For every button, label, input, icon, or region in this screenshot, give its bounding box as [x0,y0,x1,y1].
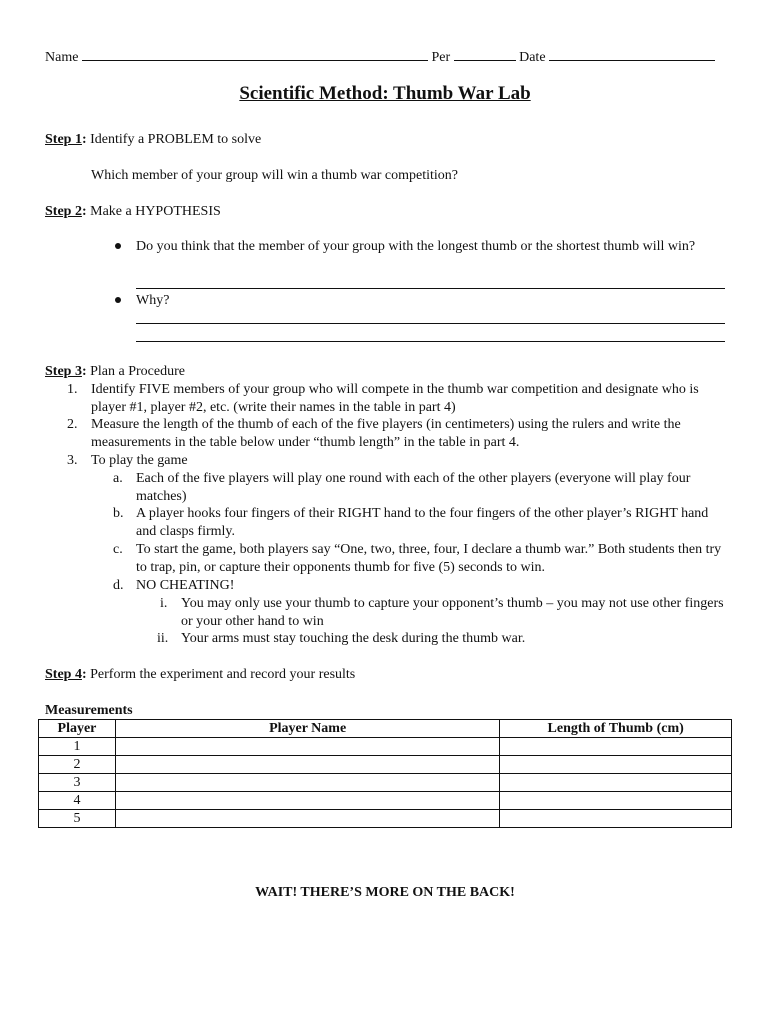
why-answer-line-1[interactable] [136,323,725,324]
procedure-item: Identify FIVE members of your group who will compete in the thumb war competition and designate who is player #1, player #2, etc. (write their names in the table in part 4) [91,382,699,415]
step2-text: Make a HYPOTHESIS [90,204,221,219]
player-number-cell: 1 [39,738,116,756]
header-row [45,47,715,67]
back-notice: WAIT! THERE’S MORE ON THE BACK! [255,885,515,900]
hypothesis-answer-line[interactable] [136,288,725,289]
cheating-rule: Your arms must stay touching the desk during the thumb war. [181,631,526,646]
cheating-rule: You may only use your thumb to capture your opponent’s thumb – you may not use other fingers or your other hand to win [181,596,724,629]
measurements-table [38,719,732,828]
step1-question: Which member of your group will win a thumb war competition? [91,168,459,183]
hypothesis-question: Do you think that the member of your group with the longest thumb or the shortest thumb will win? [136,239,696,254]
thumb-length-cell[interactable] [500,738,732,756]
list-number: 3. [67,453,78,468]
table-row [39,738,732,756]
step4-heading [45,666,355,684]
step3-label: Step 3: [45,364,87,379]
col-header-thumb-length: Length of Thumb (cm) [500,720,732,738]
period-blank[interactable] [454,47,516,61]
table-row [39,774,732,792]
bullet-icon [115,243,121,249]
list-roman: i. [160,596,168,611]
page-title: Scientific Method: Thumb War Lab [239,83,531,104]
game-rule: NO CHEATING! [136,578,235,593]
step1-heading [45,131,261,149]
procedure-item: To play the game [91,453,188,468]
table-caption: Measurements [45,703,133,718]
step4-text: Perform the experiment and record your results [90,667,356,682]
table-row [39,792,732,810]
player-number-cell: 5 [39,810,116,828]
table-header-row [39,720,732,738]
step3-text: Plan a Procedure [90,364,185,379]
date-label: Date [519,50,546,65]
thumb-length-cell[interactable] [500,792,732,810]
list-letter: c. [113,542,123,557]
col-header-player: Player [39,720,116,738]
step3-heading [45,363,185,381]
game-rule: Each of the five players will play one round with each of the other players (everyone will play four matches) [136,471,691,504]
step4-label: Step 4: [45,667,87,682]
name-label: Name [45,50,79,65]
step2-heading [45,203,221,221]
bullet-icon [115,297,121,303]
step2-label: Step 2: [45,204,87,219]
player-name-cell[interactable] [115,774,499,792]
player-number-cell: 3 [39,774,116,792]
list-roman: ii. [157,631,169,646]
why-question: Why? [136,293,170,308]
name-blank[interactable] [82,47,428,61]
player-name-cell[interactable] [115,738,499,756]
player-name-cell[interactable] [115,792,499,810]
thumb-length-cell[interactable] [500,756,732,774]
step1-label: Step 1: [45,132,87,147]
step1-text: Identify a PROBLEM to solve [90,132,262,147]
player-name-cell[interactable] [115,756,499,774]
thumb-length-cell[interactable] [500,810,732,828]
list-letter: a. [113,471,123,486]
player-name-cell[interactable] [115,810,499,828]
thumb-length-cell[interactable] [500,774,732,792]
date-blank[interactable] [549,47,715,61]
col-header-player-name: Player Name [115,720,499,738]
list-letter: d. [113,578,124,593]
table-row [39,810,732,828]
list-number: 2. [67,417,78,432]
per-label: Per [431,50,451,65]
game-rule: A player hooks four fingers of their RIGHT hand to the four fingers of the other player’s RIGHT hand and clasps firmly. [136,506,709,539]
table-row [39,756,732,774]
list-number: 1. [67,382,78,397]
game-rule: To start the game, both players say “One, two, three, four, I declare a thumb war.” Both students then try to trap, pin, or capture their opponents thumb for five (5) seconds to win. [136,542,722,575]
procedure-item: Measure the length of the thumb of each of the five players (in centimeters) using the rulers and write the measurements in the table below under “thumb length” in the table in part 4. [91,417,681,450]
player-number-cell: 2 [39,756,116,774]
list-letter: b. [113,506,124,521]
why-answer-line-2[interactable] [136,341,725,342]
player-number-cell: 4 [39,792,116,810]
